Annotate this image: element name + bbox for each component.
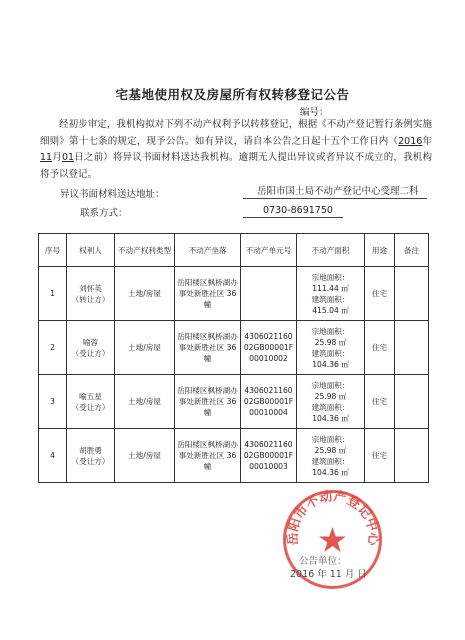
year-char: 年: [422, 135, 432, 147]
cell-right-type: 土地/房屋: [115, 267, 175, 321]
cell-unit-no: 430602116002GB00001F00010004: [241, 375, 297, 429]
registration-table: [38, 233, 429, 483]
issue-date: 2016 年 11 月 日: [290, 569, 367, 580]
contact-phone-value: 0730-8691750: [243, 205, 343, 218]
cell-no: 2: [39, 321, 67, 375]
cell-use: 住宅: [365, 267, 395, 321]
header-note: 备注: [395, 234, 429, 267]
land-area-label: 宗地面积：: [311, 380, 350, 390]
building-area-label: 建筑面积：: [311, 294, 350, 304]
cell-location: 岳阳楼区枫桥湖办事处新胜社区 36 幢: [175, 429, 241, 483]
header-unit-no: 不动产单元号: [241, 234, 297, 267]
holder-name: 喻五星: [79, 391, 102, 401]
building-area-value: 104.36 ㎡: [312, 413, 349, 423]
month-char: 月: [52, 152, 62, 163]
cell-unit-no: [241, 267, 297, 321]
table-row: [39, 429, 429, 483]
cell-right-type: 土地/房屋: [115, 375, 175, 429]
cell-no: 3: [39, 375, 67, 429]
seal-text: 岳阳市不动产登记中心: [285, 489, 381, 546]
cell-area: [297, 321, 365, 375]
intro-text-1: 经初步审定，我机构拟对下列不动产权利予以转移登记，根据《不动产登记暂行条例实施细则》第十七条的规定，现予公告。如有异议，请自本公告之日起十五个工作日内（: [40, 119, 432, 147]
cell-holder: [67, 321, 115, 375]
deadline-year: 2016: [398, 135, 423, 147]
cell-area: [297, 429, 365, 483]
cell-note: [395, 429, 429, 483]
table-header-row: [39, 234, 429, 267]
building-area-value: 104.36 ㎡: [312, 359, 349, 369]
objection-address-label: 异议书面材料送达地址：: [60, 189, 165, 200]
holder-name: 胡胜勇: [79, 445, 102, 455]
table-row: [39, 321, 429, 375]
building-area-value: 415.04 ㎡: [312, 305, 349, 315]
building-area-value: 104.36 ㎡: [312, 467, 349, 477]
cell-holder: [67, 429, 115, 483]
deadline-day: 01: [61, 152, 75, 163]
cell-note: [395, 321, 429, 375]
holder-role: （受让方）: [71, 456, 110, 466]
land-area-label: 宗地面积：: [311, 326, 350, 336]
building-area-label: 建筑面积：: [311, 456, 350, 466]
holder-role: （受让方）: [71, 402, 110, 412]
deadline-month: 11: [40, 152, 53, 163]
cell-use: 住宅: [365, 321, 395, 375]
objection-address-value: 岳阳市国土局不动产登记中心受理二科: [243, 186, 427, 199]
cell-holder: [67, 267, 115, 321]
header-location: 不动产坐落: [175, 234, 241, 267]
building-area-label: 建筑面积：: [311, 402, 350, 412]
document-number-label: 编号：: [300, 107, 329, 118]
holder-name: 喻蓉: [82, 337, 99, 347]
land-area-value: 25.98 ㎡: [314, 445, 347, 455]
header-area: 不动产面积: [297, 234, 365, 267]
cell-note: [395, 375, 429, 429]
cell-location: 岳阳楼区枫桥湖办事处新胜社区 36 幢: [175, 375, 241, 429]
building-area-label: 建筑面积：: [311, 348, 350, 358]
table-row: [39, 267, 429, 321]
cell-note: [395, 267, 429, 321]
seal-star-icon: [319, 527, 346, 552]
table-row: [39, 375, 429, 429]
header-right-type: 不动产权利类型: [115, 234, 175, 267]
intro-text-2: 日之前）将异议书面材料送达我机构。逾期无人提出异议或者异议不成立的，我机构将予以登记。: [40, 152, 432, 180]
issuing-unit-label: 公告单位：: [299, 556, 347, 567]
cell-unit-no: 430602116002GB00001F00010003: [241, 429, 297, 483]
holder-name: 刘怀英: [79, 283, 102, 293]
cell-use: 住宅: [365, 429, 395, 483]
cell-right-type: 土地/房屋: [115, 429, 175, 483]
cell-location: 岳阳楼区枫桥湖办事处新胜社区 36 幢: [175, 267, 241, 321]
cell-unit-no: 430602116002GB00001F00010002: [241, 321, 297, 375]
cell-no: 1: [39, 267, 67, 321]
cell-area: [297, 375, 365, 429]
land-area-value: 111.44 ㎡: [312, 283, 349, 293]
holder-role: （受让方）: [71, 348, 110, 358]
cell-holder: [67, 375, 115, 429]
notice-title: 宅基地使用权及房屋所有权转移登记公告: [115, 87, 350, 102]
cell-no: 4: [39, 429, 67, 483]
land-area-value: 25.98 ㎡: [314, 391, 347, 401]
cell-right-type: 土地/房屋: [115, 321, 175, 375]
header-holder: 权利人: [67, 234, 115, 267]
land-area-label: 宗地面积：: [311, 434, 350, 444]
contact-label: 联系方式：: [80, 208, 128, 219]
land-area-value: 25.98 ㎡: [314, 337, 347, 347]
header-no: 序号: [39, 234, 67, 267]
land-area-label: 宗地面积：: [311, 272, 350, 282]
holder-role: （转让方）: [71, 294, 110, 304]
cell-area: [297, 267, 365, 321]
intro-paragraph: [40, 117, 432, 183]
cell-use: 住宅: [365, 375, 395, 429]
header-use: 用途: [365, 234, 395, 267]
cell-location: 岳阳楼区枫桥湖办事处新胜社区 36 幢: [175, 321, 241, 375]
